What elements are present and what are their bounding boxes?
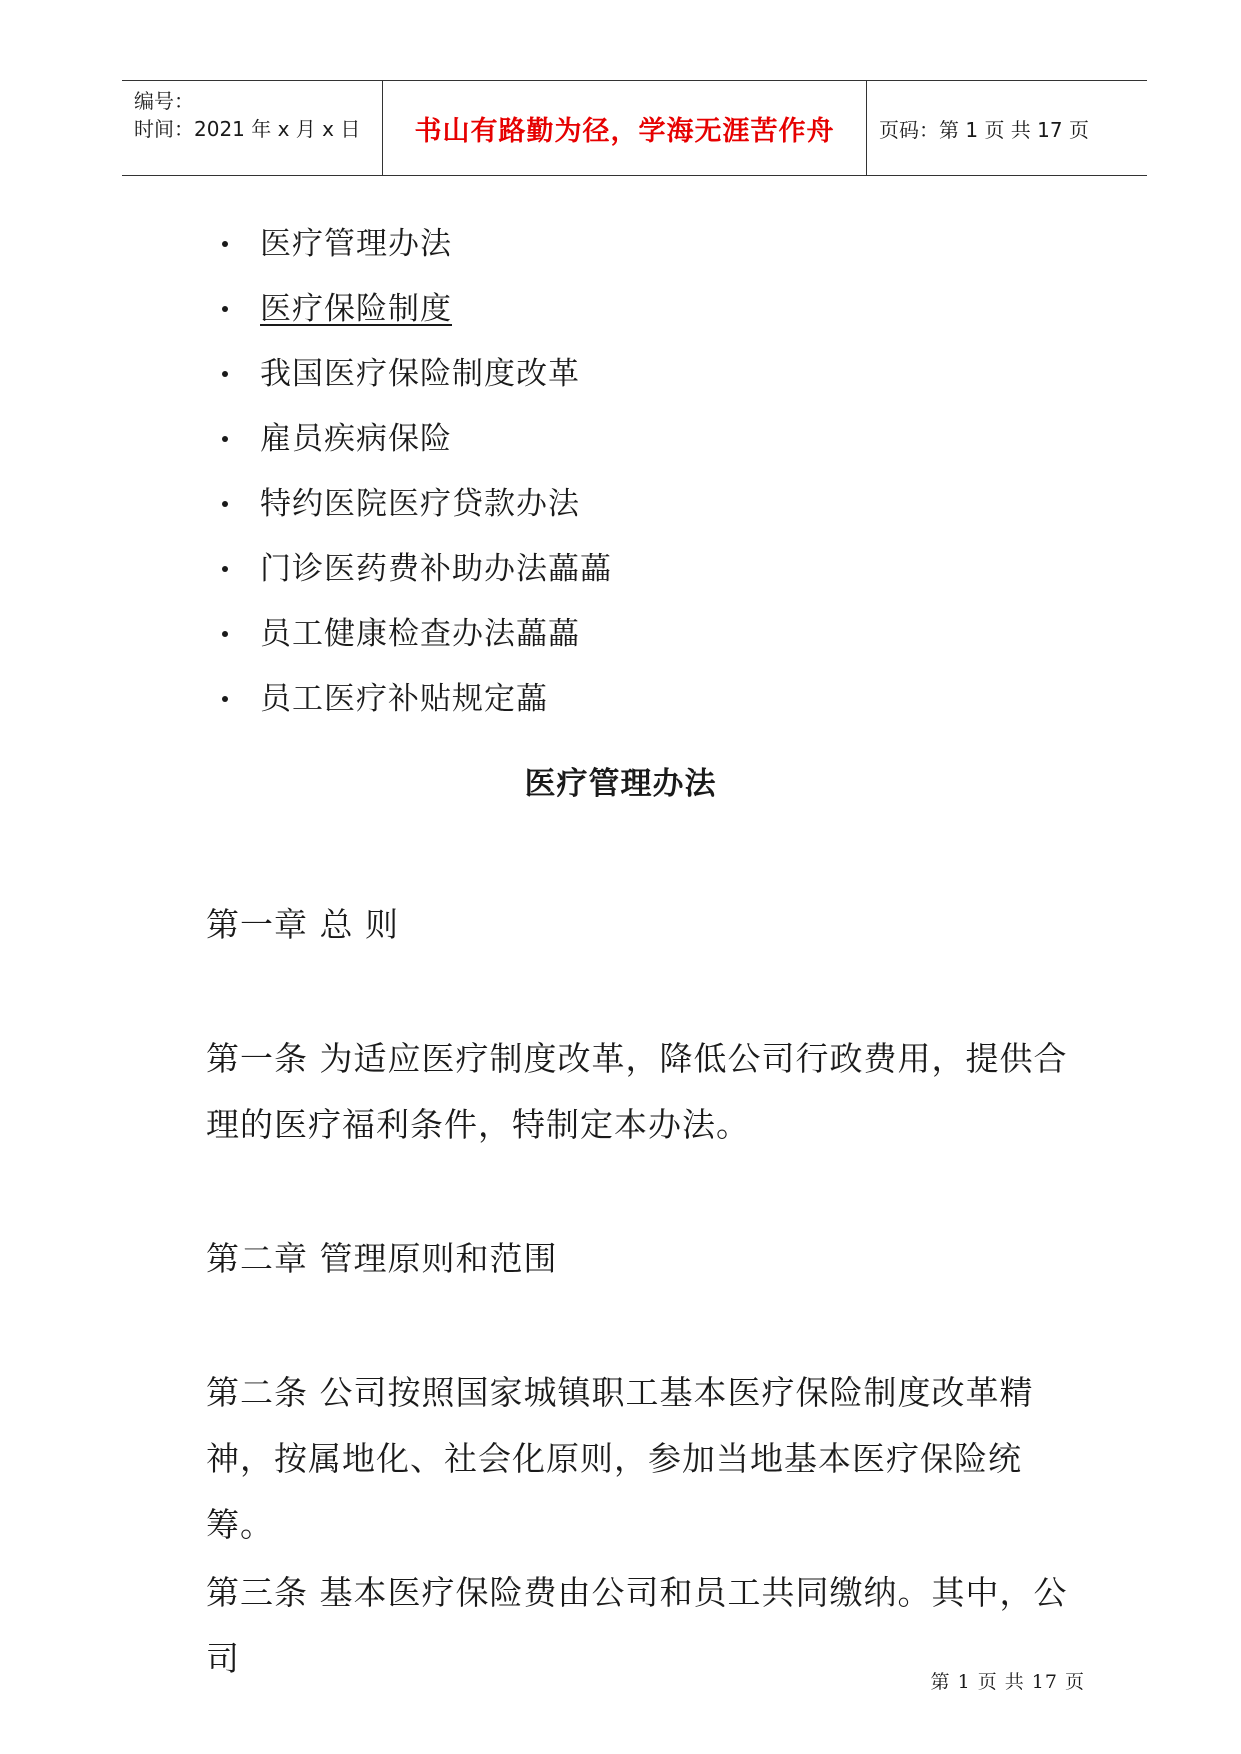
toc-item[interactable] xyxy=(222,208,612,273)
motto-text: 书山有路勤为径，学海无涯苦作舟 xyxy=(414,115,835,147)
page-header xyxy=(122,80,1147,176)
toc-item-label: 特约医院医疗贷款办法 xyxy=(260,486,580,522)
article-paragraph: 第一条 为适应医疗制度改革，降低公司行政费用，提供合理的医疗福利条件，特制定本办法。 xyxy=(206,1039,1068,1144)
toc-item-link[interactable]: 医疗保险制度 xyxy=(260,291,452,327)
time-label: 时间：2021 年 x 月 x 日 xyxy=(134,117,361,141)
toc-item-label: 我国医疗保险制度改革 xyxy=(260,356,580,392)
article-paragraph: 第三条 基本医疗保险费由公司和员工共同缴纳。其中，公司 xyxy=(206,1573,1068,1678)
toc-item[interactable] xyxy=(222,403,612,468)
toc-item[interactable] xyxy=(222,663,612,728)
chapter-heading: 第一章 总 则 xyxy=(206,905,399,944)
page-footer: 第 1 页 共 17 页 xyxy=(930,1671,1085,1693)
toc-item[interactable] xyxy=(222,273,612,338)
bullet-icon xyxy=(222,501,228,507)
toc-item[interactable] xyxy=(222,338,612,403)
article-paragraph: 第二条 公司按照国家城镇职工基本医疗保险制度改革精神，按属地化、社会化原则，参加当地基本医疗保险统筹。 xyxy=(206,1373,1034,1544)
toc-item-label: 员工医疗补贴规定藟 xyxy=(260,681,548,717)
toc-item-label: 员工健康检查办法藟藟 xyxy=(260,616,580,652)
number-label: 编号： xyxy=(134,89,194,113)
header-info-cell xyxy=(122,81,383,175)
page-info: 页码：第 1 页 共 17 页 xyxy=(879,117,1089,142)
bullet-icon xyxy=(222,436,228,442)
toc-item-label: 雇员疾病保险 xyxy=(260,421,452,457)
bullet-icon xyxy=(222,631,228,637)
toc-item[interactable] xyxy=(222,533,612,598)
bullet-icon xyxy=(222,696,228,702)
chapter-heading: 第二章 管理原则和范围 xyxy=(206,1239,558,1278)
bullet-icon xyxy=(222,241,228,247)
table-of-contents xyxy=(222,208,612,728)
bullet-icon xyxy=(222,371,228,377)
bullet-icon xyxy=(222,566,228,572)
toc-item[interactable] xyxy=(222,598,612,663)
toc-item[interactable] xyxy=(222,468,612,533)
header-motto-cell xyxy=(383,81,867,175)
header-page-cell xyxy=(867,81,1147,175)
toc-item-label: 门诊医药费补助办法藟藟 xyxy=(260,551,612,587)
toc-item-label: 医疗管理办法 xyxy=(260,226,452,262)
document-title: 医疗管理办法 xyxy=(524,766,717,802)
bullet-icon xyxy=(222,306,228,312)
